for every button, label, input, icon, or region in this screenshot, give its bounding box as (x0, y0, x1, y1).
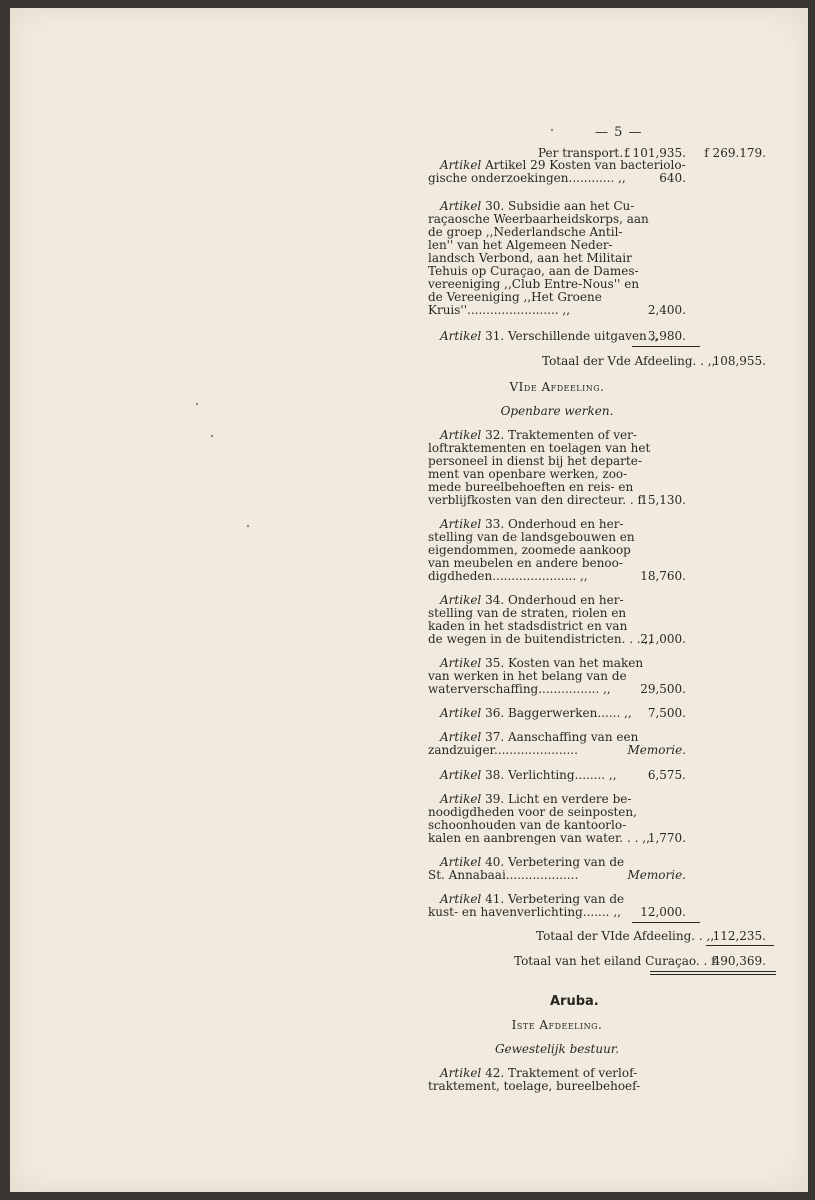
article-32-line-1: Artikel 32. Traktementen of ver- (440, 428, 637, 442)
article-31-line-1: Artikel 31. Verschillende uitgaven ,, (440, 329, 659, 343)
total-rule (706, 945, 774, 946)
article-39-line-4: kalen en aanbrengen van water. . . ,, (428, 831, 650, 845)
article-29-line-1: Artikel Artikel 29 Kosten van bacteriolo- (440, 158, 686, 172)
article-37-line-1: Artikel 37. Aanschaffing van een (440, 730, 639, 744)
article-42-line-1: Artikel 42. Traktement of verlof- (440, 1066, 638, 1080)
subtotal-rule (632, 346, 700, 347)
speck (211, 435, 213, 437)
article-38-line-1: Artikel 38. Verlichting........ ,, (440, 768, 617, 782)
article-30-line-4: len'' van het Algemeen Neder- (428, 238, 613, 252)
article-42-line-2: traktement, toelage, bureelbehoef- (428, 1079, 641, 1093)
total-5-amount: 108,955. (712, 354, 766, 368)
article-40-line-1: Artikel 40. Verbetering van de (440, 855, 625, 869)
article-30-line-8: de Vereeniging ,,Het Groene (428, 290, 602, 304)
article-34-line-3: kaden in het stadsdistrict en van (428, 619, 628, 633)
article-32-line-4: ment van openbare werken, zoo- (428, 467, 628, 481)
article-39-line-3: schoonhouden van de kantoorlo- (428, 818, 627, 832)
article-32-line-2: loftraktementen en toelagen van het (428, 441, 651, 455)
double-rule-top (650, 971, 776, 972)
article-37-amount: Memorie. (627, 743, 686, 757)
article-34-amount: 21,000. (640, 632, 686, 646)
article-35-line-3: waterverschaffing................ ,, (428, 682, 611, 696)
article-30-line-3: de groep ,,Nederlandsche Antil- (428, 225, 623, 239)
speck (247, 525, 249, 527)
article-33-line-3: eigendommen, zoomede aankoop (428, 543, 631, 557)
article-36-amount: 7,500. (647, 706, 686, 720)
article-40-line-2: St. Annabaai................... (428, 868, 579, 882)
article-36-line-1: Artikel 36. Baggerwerken...... ,, (440, 706, 632, 720)
article-33-amount: 18,760. (640, 569, 686, 583)
article-33-line-2: stelling van de landsgebouwen en (428, 530, 635, 544)
total-island-label: Totaal van het eiland Curaçao. . f (514, 954, 716, 968)
article-39-amount: 1,770. (647, 831, 686, 845)
article-30-line-5: landsch Verbond, aan het Militair (428, 251, 632, 265)
transport-label: Per transport. . (538, 146, 631, 160)
aruba-section-subheading: Gewestelijk bestuur. (494, 1042, 620, 1056)
speck (196, 403, 198, 405)
article-30-line-7: vereeniging ,,Club Entre-Nous'' en (428, 277, 640, 291)
document-page (10, 8, 808, 1192)
article-33-line-5: digdheden...................... ,, (428, 569, 588, 583)
article-40-amount: Memorie. (627, 868, 686, 882)
article-32-line-3: personeel in dienst bij het departe- (428, 454, 642, 468)
subtotal-rule (632, 922, 700, 923)
article-37-line-2: zandzuiger...................... (428, 743, 578, 757)
article-30-line-9: Kruis''........................ ,, (428, 303, 571, 317)
article-39-line-2: noodigdheden voor de seinposten, (428, 805, 637, 819)
section-6-heading: VIde Afdeeling. (509, 380, 605, 394)
article-35-line-1: Artikel 35. Kosten van het maken (440, 656, 644, 670)
total-island-amount: 490,369. (712, 954, 766, 968)
article-29-amount: 640. (659, 171, 686, 185)
total-6-label: Totaal der VIde Afdeeling. . ,, (536, 929, 715, 943)
article-34-line-4: de wegen in de buitendistricten. . . ,, (428, 632, 653, 646)
article-38-amount: 6,575. (647, 768, 686, 782)
section-6-subheading: Openbare werken. (500, 404, 614, 418)
article-33-line-1: Artikel 33. Onderhoud en her- (440, 517, 624, 531)
article-29-line-2: gische onderzoekingen............ ,, (428, 171, 626, 185)
page-number: — 5 — (595, 125, 643, 140)
total-5-label: Totaal der Vde Afdeeling. . ,, (542, 354, 716, 368)
article-34-line-1: Artikel 34. Onderhoud en her- (440, 593, 624, 607)
article-41-line-1: Artikel 41. Verbetering van de (440, 892, 625, 906)
article-34-line-2: stelling van de straten, riolen en (428, 606, 627, 620)
article-32-line-6: verblijfkosten van den directeur. . f (428, 493, 642, 507)
article-32-amount: 15,130. (640, 493, 686, 507)
article-31-amount: 3,980. (647, 329, 686, 343)
article-30-line-6: Tehuis op Curaçao, aan de Dames- (428, 264, 639, 278)
double-rule-bottom (650, 974, 776, 975)
article-30-amount: 2,400. (647, 303, 686, 317)
article-41-amount: 12,000. (640, 905, 686, 919)
article-39-line-1: Artikel 39. Licht en verdere be- (440, 792, 632, 806)
speck (551, 129, 553, 131)
article-35-line-2: van werken in het belang van de (428, 669, 627, 683)
article-30-line-2: raçaosche Weerbaarheidskorps, aan (428, 212, 649, 226)
aruba-title: Aruba. (550, 994, 599, 1009)
article-30-line-1: Artikel 30. Subsidie aan het Cu- (440, 199, 635, 213)
total-6-amount: 112,235. (712, 929, 766, 943)
transport-col1: f 101,935. (624, 146, 686, 160)
article-41-line-2: kust- en havenverlichting....... ,, (428, 905, 621, 919)
transport-col2: f 269.179. (704, 146, 766, 160)
article-32-line-5: mede bureelbehoeften en reis- en (428, 480, 634, 494)
aruba-section-heading: Iste Afdeeling. (511, 1018, 603, 1032)
article-33-line-4: van meubelen en andere benoo- (428, 556, 623, 570)
article-35-amount: 29,500. (640, 682, 686, 696)
